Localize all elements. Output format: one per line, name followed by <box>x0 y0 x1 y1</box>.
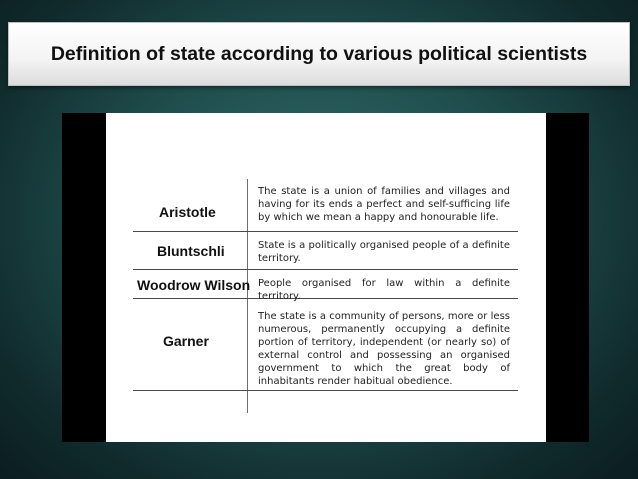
definition-aristotle: The state is a union of families and villages and having for its ends a perfect and self-sufficing life by which we mean a happy and honourable life. <box>258 186 510 223</box>
definitions-table <box>106 113 546 442</box>
definition-woodrow-wilson: People organised for law within a definite territory. <box>258 278 510 302</box>
scientist-name-garner: Garner <box>163 333 209 349</box>
definition-bluntschli: State is a politically organised people of a definite territory. <box>258 240 510 264</box>
definition-garner: The state is a community of persons, more or less numerous, permanently occupying a definite portion of territory, independent (or nearly so) of external control and possessing an organised government to which the great body of inhabitants render habitual obedience. <box>258 311 510 387</box>
scientist-name-woodrow-wilson: Woodrow Wilson <box>137 277 251 293</box>
row-divider <box>133 231 518 232</box>
row-divider <box>133 390 518 391</box>
row-divider <box>133 269 518 270</box>
scientist-name-aristotle: Aristotle <box>159 204 216 220</box>
table-column-divider <box>247 179 248 413</box>
slide-title-bar <box>8 22 630 86</box>
scientist-name-bluntschli: Bluntschli <box>157 243 225 259</box>
embedded-image-frame <box>62 113 589 442</box>
slide-title: Definition of state according to various political scientists <box>50 42 588 65</box>
